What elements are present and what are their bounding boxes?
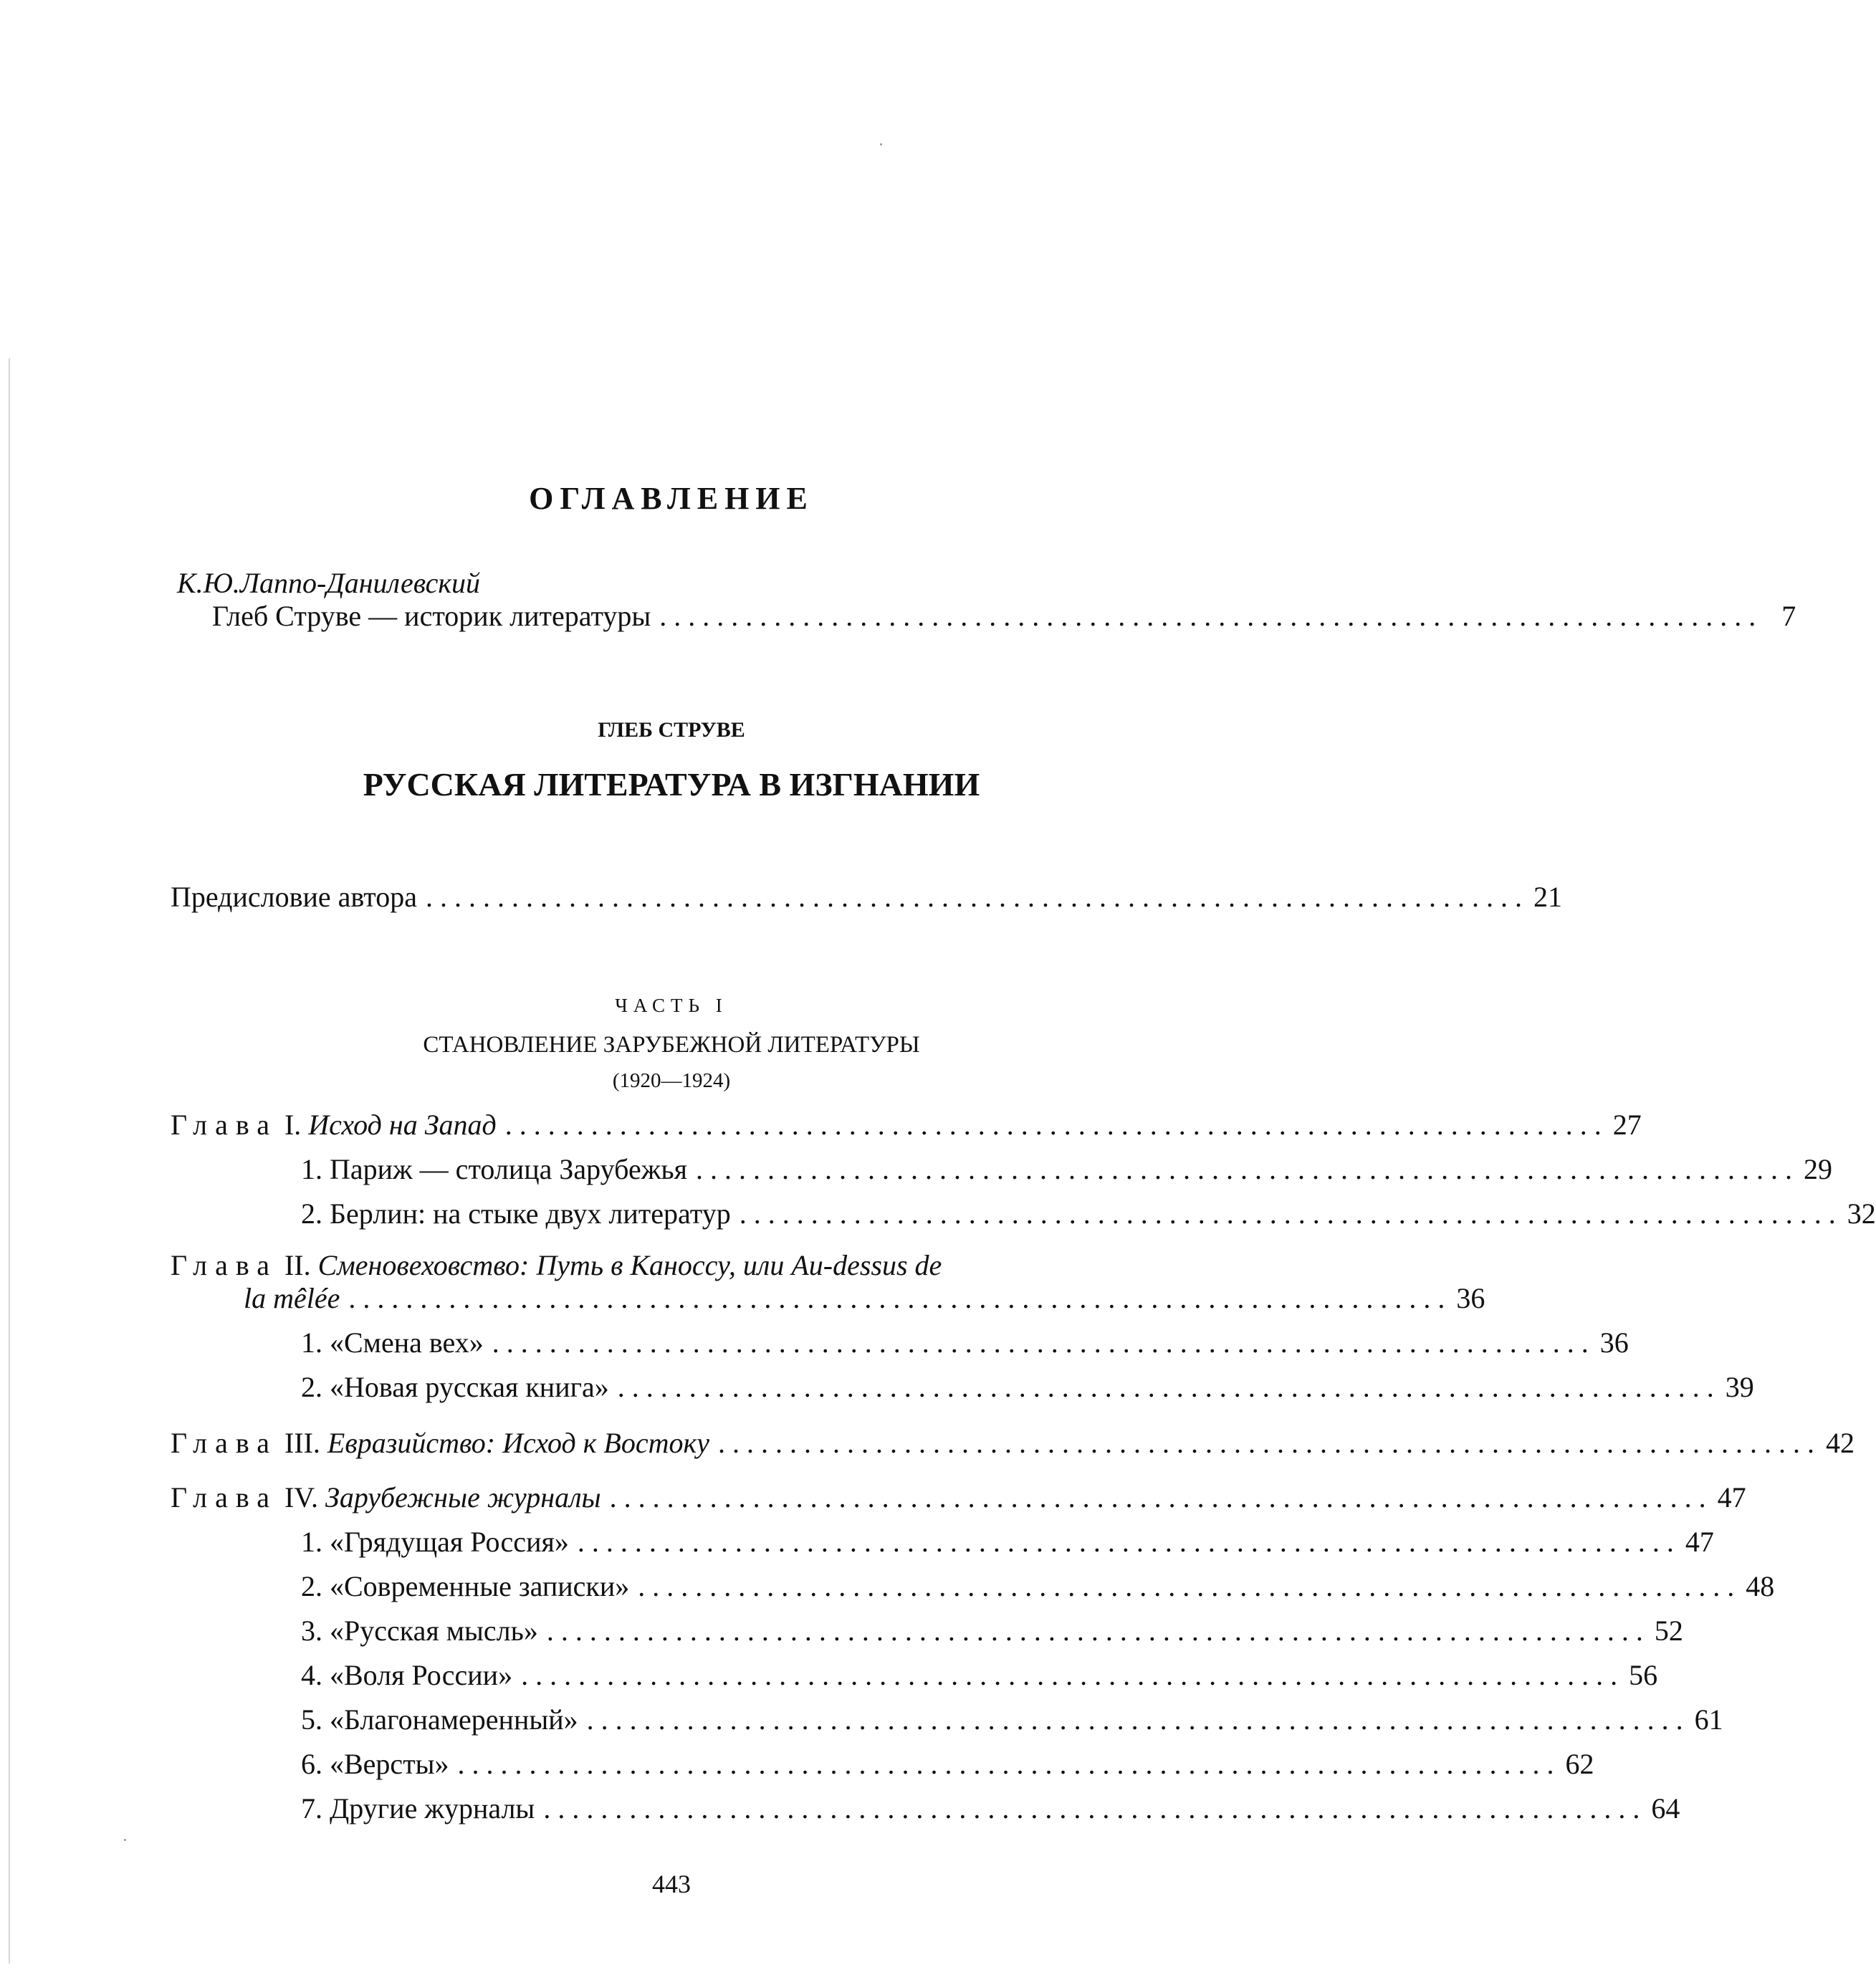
chapter-title: Евразийство: Исход к Востоку: [327, 1427, 709, 1459]
toc-entry-title: Глеб Струве — историк литературы: [212, 600, 651, 632]
toc-section-title: 2. Берлин: на стыке двух литератур: [301, 1197, 731, 1230]
toc-chapter-2[interactable]: [244, 1281, 1485, 1316]
chapter-prefix: Глава: [171, 1249, 277, 1281]
toc-section[interactable]: [301, 1152, 1832, 1187]
chapter-number: I.: [284, 1109, 302, 1141]
toc-page-number: 7: [1781, 600, 1796, 632]
toc-section-title: 2. «Новая русская книга»: [301, 1371, 609, 1403]
toc-page-number: 29: [1803, 1153, 1832, 1185]
chapter-title: Исход на Запад: [308, 1109, 497, 1141]
toc-page-number: 52: [1654, 1615, 1683, 1647]
toc-section[interactable]: [301, 1525, 1714, 1559]
toc-page-number: 62: [1565, 1748, 1594, 1780]
toc-page-number: 27: [1612, 1109, 1642, 1141]
chapter-number: IV.: [284, 1481, 319, 1513]
toc-entry-title: Предисловие автора: [171, 881, 417, 913]
toc-entry-preface[interactable]: [171, 880, 1562, 914]
leader-dots: .............................................................................: [659, 600, 1763, 632]
toc-section-title: 5. «Благонамеренный»: [301, 1703, 578, 1736]
toc-page-number: 47: [1685, 1526, 1714, 1558]
toc-page-number: 36: [1456, 1282, 1485, 1314]
leader-dots: .............................................................................: [521, 1659, 1625, 1691]
page-edge-shadow: [9, 358, 10, 1964]
toc-page-number: 42: [1825, 1427, 1855, 1459]
page-number: 443: [652, 1870, 691, 1898]
leader-dots: .............................................................................: [739, 1197, 1843, 1230]
scan-speck: [880, 143, 882, 145]
toc-page-number: 47: [1717, 1481, 1746, 1513]
book-title: РУССКАЯ ЛИТЕРАТУРА В ИЗГНАНИИ: [363, 766, 980, 803]
toc-chapter-4[interactable]: [171, 1481, 1746, 1515]
leader-dots: .............................................................................: [348, 1282, 1453, 1314]
toc-chapter-2-line1[interactable]: [171, 1248, 942, 1283]
toc-page-number: 61: [1694, 1703, 1723, 1736]
leader-dots: .............................................................................: [492, 1326, 1596, 1359]
toc-section[interactable]: [301, 1370, 1754, 1405]
leader-dots: .............................................................................: [546, 1615, 1650, 1647]
page-title: ОГЛАВЛЕНИЕ: [529, 481, 814, 516]
leader-dots: .............................................................................: [543, 1792, 1647, 1825]
chapter-prefix: Глава: [171, 1481, 277, 1513]
chapter-prefix: Глава: [171, 1427, 277, 1459]
leader-dots: .............................................................................: [717, 1427, 1822, 1459]
chapter-number: III.: [284, 1427, 320, 1459]
toc-section[interactable]: [301, 1658, 1658, 1693]
toc-section-title: 7. Другие журналы: [301, 1792, 535, 1825]
toc-section-title: 1. Париж — столица Зарубежья: [301, 1153, 687, 1185]
toc-page-number: 48: [1746, 1570, 1775, 1602]
toc-section-title: 3. «Русская мысль»: [301, 1615, 538, 1647]
part-years: (1920—1924): [612, 1069, 731, 1092]
toc-chapter-3[interactable]: [171, 1426, 1855, 1460]
leader-dots: .............................................................................: [695, 1153, 1799, 1185]
toc-chapter-1[interactable]: [171, 1108, 1642, 1142]
toc-section[interactable]: [301, 1747, 1594, 1782]
chapter-prefix: Глава: [171, 1109, 277, 1141]
leader-dots: .............................................................................: [586, 1703, 1690, 1736]
leader-dots: .............................................................................: [457, 1748, 1561, 1780]
toc-section-title: 6. «Версты»: [301, 1748, 449, 1780]
leader-dots: .............................................................................: [638, 1570, 1742, 1602]
chapter-title-continued: la mêlée: [244, 1282, 340, 1314]
toc-section[interactable]: [301, 1614, 1683, 1648]
toc-section-title: 2. «Современные записки»: [301, 1570, 630, 1602]
chapter-number: II.: [284, 1249, 311, 1281]
leader-dots: .............................................................................: [617, 1371, 1721, 1403]
book-author: ГЛЕБ СТРУВЕ: [598, 718, 745, 742]
chapter-title: Зарубежные журналы: [325, 1481, 601, 1513]
toc-page-number: 36: [1599, 1326, 1629, 1359]
leader-dots: .............................................................................: [577, 1526, 1681, 1558]
toc-section[interactable]: [301, 1569, 1775, 1604]
toc-page-number: 21: [1533, 881, 1562, 913]
leader-dots: .............................................................................: [504, 1109, 1609, 1141]
toc-section[interactable]: [301, 1197, 1876, 1231]
leader-dots: .............................................................................: [609, 1481, 1713, 1513]
toc-section-title: 1. «Смена вех»: [301, 1326, 484, 1359]
toc-entry-intro[interactable]: [212, 599, 1796, 633]
leader-dots: .............................................................................: [425, 881, 1529, 913]
toc-section[interactable]: [301, 1326, 1629, 1360]
toc-section-title: 1. «Грядущая Россия»: [301, 1526, 569, 1558]
part-title: СТАНОВЛЕНИЕ ЗАРУБЕЖНОЙ ЛИТЕРАТУРЫ: [423, 1032, 920, 1058]
toc-page-number: 32: [1847, 1197, 1876, 1230]
scan-speck: [124, 1839, 126, 1841]
toc-section[interactable]: [301, 1792, 1680, 1826]
toc-section[interactable]: [301, 1703, 1723, 1737]
part-label: ЧАСТЬ I: [615, 995, 728, 1016]
toc-page-number: 56: [1629, 1659, 1658, 1691]
chapter-title: Сменовеховство: Путь в Каноссу, или Au-dessus de: [317, 1249, 942, 1281]
toc-section-title: 4. «Воля России»: [301, 1659, 513, 1691]
intro-author: К.Ю.Лаппо-Данилевский: [177, 567, 481, 599]
toc-page-number: 64: [1651, 1792, 1680, 1825]
toc-page-number: 39: [1725, 1371, 1754, 1403]
